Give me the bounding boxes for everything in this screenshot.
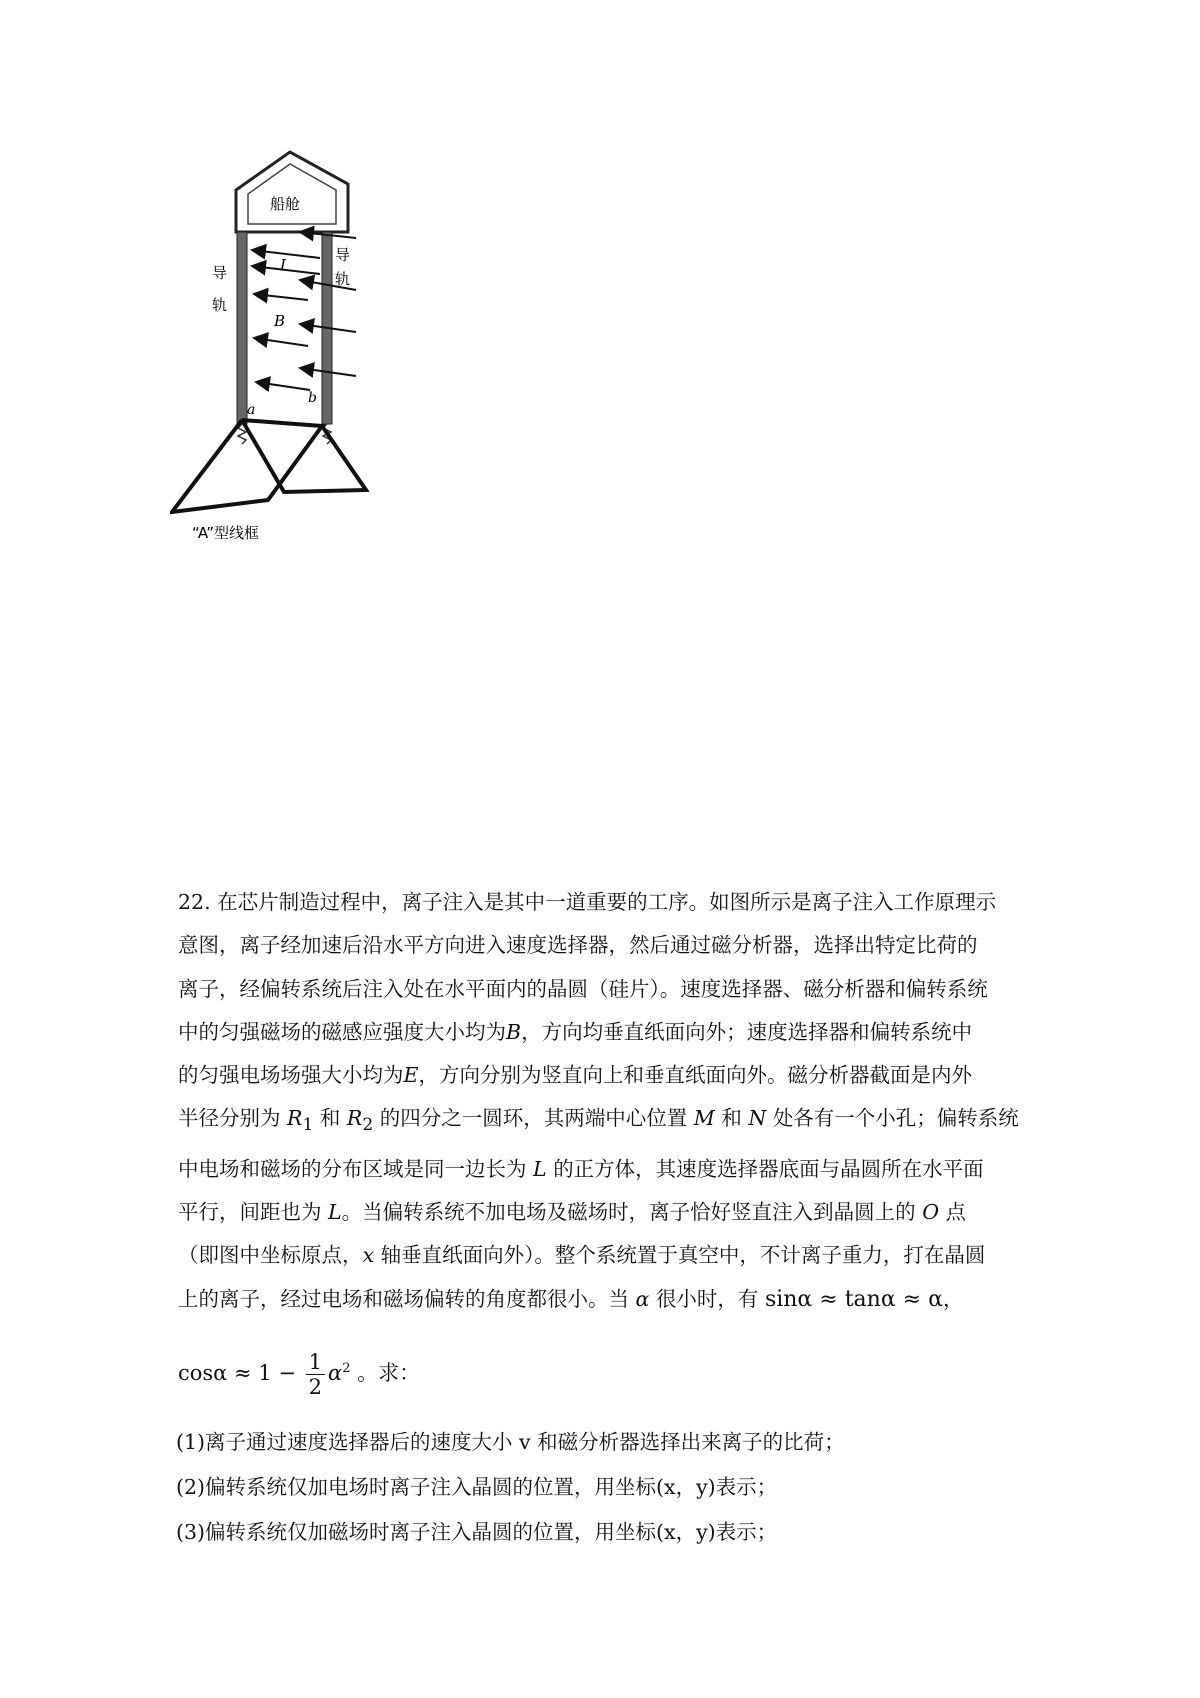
line-9 [178, 1234, 1028, 1277]
a-frame-left [172, 420, 322, 512]
problem-22-text [178, 881, 1028, 1321]
symbol-L: L [533, 1156, 547, 1181]
line-8 [178, 1191, 1028, 1234]
text-8a: 平行，间距也为 [178, 1200, 322, 1225]
text-10b: 很小时，有 [655, 1286, 759, 1311]
question-1: (1)离子通过速度选择器后的速度大小 v 和磁分析器选择出来离子的比荷； [176, 1430, 845, 1454]
symbol-N: N [748, 1106, 767, 1131]
field-label: B [274, 312, 286, 330]
text-6b: 的四分之一圆环，其两端中心位置 [379, 1106, 688, 1131]
line-1 [178, 881, 1028, 924]
cos-alpha: α [328, 1361, 343, 1385]
superscript-2: 2 [342, 1361, 351, 1376]
cos-prefix: cosα ≈ 1 − [178, 1361, 296, 1385]
text-8c: 点 [945, 1200, 967, 1225]
symbol-B: B [506, 1019, 522, 1044]
text-10a: 上的离子，经过电场和磁场偏转的角度都很小。当 [178, 1286, 629, 1311]
symbol-L-2: L [328, 1200, 342, 1225]
point-b-label: b [308, 390, 317, 406]
left-rail [237, 232, 247, 424]
subscript-2: 2 [362, 1115, 374, 1136]
rail-frame-figure [170, 150, 430, 590]
line-7 [178, 1148, 1028, 1191]
text-6c: 处各有一个小孔；偏转系统 [772, 1106, 1019, 1131]
symbol-R2: R [346, 1106, 363, 1131]
text-9b: 轴垂直纸面向外）。整个系统置于真空中，不计离子重力，打在晶圆 [380, 1243, 986, 1268]
cos-end: 。求： [357, 1361, 421, 1385]
fraction-denominator: 2 [308, 1375, 323, 1399]
sin-approx-formula: sinα ≈ tanα ≈ α [764, 1286, 943, 1312]
problem-number: 22. [178, 890, 211, 914]
symbol-R1: R [287, 1106, 303, 1131]
symbol-M: M [693, 1106, 715, 1131]
right-rail-label-1: 导 [335, 246, 351, 264]
right-rail-label-2: 轨 [335, 270, 351, 288]
text-7b: 的正方体，其速度选择器底面与晶圆所在水平面 [553, 1156, 984, 1181]
fraction-half [306, 1350, 325, 1399]
left-rail-label-2: 轨 [212, 296, 228, 314]
text-9a: （即图中坐标原点， [178, 1243, 363, 1268]
text-6a: 半径分别为 [178, 1106, 281, 1131]
line-5 [178, 1054, 1028, 1097]
text-5a: 的匀强电场场强大小均为 [178, 1063, 404, 1088]
cabin-outline [236, 152, 348, 232]
frame-caption: “A”型线框 [192, 524, 260, 542]
text-8b: 。当偏转系统不加电场及磁场时，离子恰好竖直注入到晶圆上的 [341, 1200, 916, 1225]
question-2: (2)偏转系统仅加电场时离子注入晶圆的位置，用坐标(x，y)表示； [176, 1475, 778, 1499]
text-4b: ，方向均垂直纸面向外；速度选择器和偏转系统中 [521, 1019, 973, 1044]
cos-approx-formula [178, 1350, 420, 1399]
line-10 [178, 1278, 1028, 1321]
text-he-2: 和 [721, 1106, 742, 1131]
question-3: (3)偏转系统仅加磁场时离子注入晶圆的位置，用坐标(x，y)表示； [176, 1520, 778, 1544]
text-4a: 中的匀强磁场的磁感应强度大小均为 [178, 1019, 506, 1044]
symbol-O: O [922, 1200, 939, 1225]
text-5b: ，方向分别为竖直向上和垂直纸面向外。磁分析器截面是内外 [418, 1063, 972, 1088]
line-4 [178, 1011, 1028, 1054]
current-label: I [280, 256, 286, 274]
symbol-x: x [362, 1243, 375, 1268]
cabin-label: 船舱 [270, 195, 301, 213]
text-line-1: 在芯片制造过程中，离子注入是其中一道重要的工序。如图所示是离子注入工作原理示 [217, 890, 997, 914]
point-a-label: a [247, 402, 256, 418]
left-rail-label-1: 导 [212, 264, 228, 282]
line-3: 离子，经偏转系统后注入处在水平面内的晶圆（硅片）。速度选择器、磁分析器和偏转系统 [178, 976, 988, 1001]
line-6 [178, 1097, 1028, 1147]
line-2: 意图，离子经加速后沿水平方向进入速度选择器，然后通过磁分析器，选择出特定比荷的 [178, 933, 978, 958]
symbol-alpha: α [635, 1286, 650, 1311]
text-7a: 中电场和磁场的分布区域是同一边长为 [178, 1156, 527, 1181]
text-he: 和 [319, 1106, 341, 1131]
text-comma: ， [942, 1286, 964, 1311]
fraction-numerator: 1 [306, 1350, 325, 1375]
subscript-1: 1 [302, 1115, 314, 1136]
symbol-E: E [403, 1063, 419, 1088]
a-frame-right [242, 420, 366, 492]
